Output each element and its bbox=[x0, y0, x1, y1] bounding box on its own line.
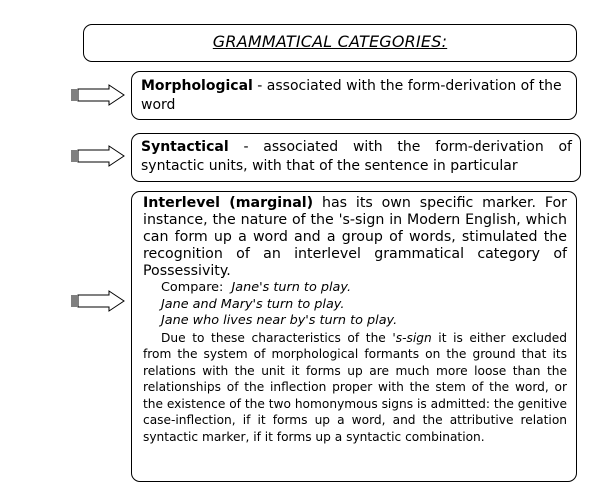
compare-label: Compare: bbox=[161, 280, 224, 295]
due-term: 's-sign bbox=[392, 330, 432, 345]
example-3: Jane who lives near by's turn to play. bbox=[161, 313, 398, 328]
syntactical-text: - associated with the form-derivation of syntactic units, with that of the sentence in particular bbox=[141, 139, 572, 174]
due-start: Due to these characteristics of the bbox=[161, 330, 393, 345]
example-line-3 bbox=[143, 313, 567, 330]
interlevel-lead bbox=[143, 195, 567, 280]
diagram-title: GRAMMATICAL CATEGORIES: bbox=[212, 32, 448, 51]
example-line-1 bbox=[143, 280, 567, 297]
morphological-term: Morphological bbox=[141, 78, 253, 94]
due-paragraph bbox=[143, 330, 567, 446]
interlevel-text: has its own specific marker. For instance, the nature of the 's-sign in Modern English, which can form up a word and a group of words, stimulated the recognition of an interlevel grammatical category of Possessivity. bbox=[143, 195, 567, 279]
syntactical-box bbox=[131, 133, 581, 182]
interlevel-term: Interlevel (marginal) bbox=[143, 195, 314, 211]
arrow-right-icon bbox=[71, 145, 125, 167]
interlevel-box bbox=[131, 191, 577, 482]
example-1: Jane's turn to play. bbox=[231, 280, 352, 295]
arrow-right-icon bbox=[71, 290, 125, 312]
morphological-box bbox=[131, 71, 577, 120]
title-box bbox=[83, 24, 577, 62]
example-line-2 bbox=[143, 297, 567, 314]
arrow-right-icon bbox=[71, 84, 125, 106]
morphological-text: - associated with the form-derivation of the word bbox=[141, 78, 562, 113]
example-2: Jane and Mary's turn to play. bbox=[161, 296, 345, 312]
syntactical-term: Syntactical bbox=[141, 139, 229, 155]
due-rest: it is either excluded from the system of morphological formants on the ground that its relations with the unit it forms up are much more loose than the relationships of the inflection proper with the stem of the word, or the existence of the two homonymous signs is admitted: the genitive case-inflection, if it forms up a word, and the attributive relation syntactic marker, if it forms up a syntactic combination. bbox=[143, 330, 567, 444]
